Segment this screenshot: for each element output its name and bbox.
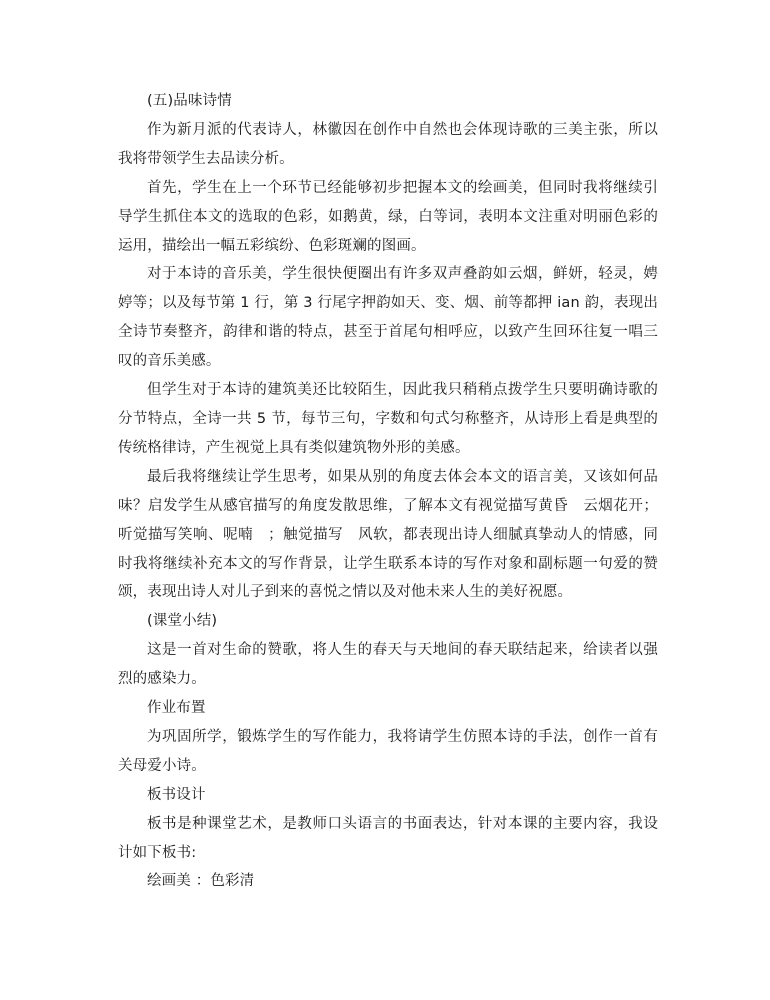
- section-heading-pinwei-shiqing: (五)品味诗情: [147, 93, 232, 109]
- section-heading-board-design: 板书设计: [147, 786, 206, 803]
- section-heading-homework: 作业布置: [147, 700, 206, 717]
- paragraph-language-beauty: 最后我将继续让学生思考，如果从别的角度去体会本文的语言美，又该如何品味？启发学生从感官描写的角度发散思维，了解本文有视觉描写黄昏 云烟花开；听觉描写笑响、呢喃 ；触觉描写 风软，都表现出诗人细腻真挚动人的情感，同时我将继续补充本文的写作背景，让学生联系本诗的写作对象和副标题一句爱的赞颂，表现出诗人对儿子到来的喜悦之情以及对他未来人生的美好祝愿。: [118, 468, 658, 601]
- paragraph-board-design: 板书是种课堂艺术，是教师口头语言的书面表达，针对本课的主要内容，我设计如下板书:: [118, 815, 658, 861]
- paragraph-architecture-beauty: 但学生对于本诗的建筑美还比较陌生，因此我只稍稍点拨学生只要明确诗歌的分节特点，全诗一共 5 节，每节三句，字数和句式匀称整齐，从诗形上看是典型的传统格律诗，产生视觉上具有类似建筑物外形的美感。: [118, 382, 658, 456]
- board-line-painting-beauty: 绘画美 ：色彩清: [147, 873, 255, 890]
- document-page: [118, 87, 658, 896]
- paragraph-summary: 这是一首对生命的赞歌，将人生的春天与天地间的春天联结起来，给读者以强烈的感染力。: [118, 642, 658, 688]
- paragraph-intro: 作为新月派的代表诗人，林徽因在创作中自然也会体现诗歌的三美主张，所以我将带领学生去品读分析。: [118, 121, 658, 167]
- paragraph-music-beauty: 对于本诗的音乐美，学生很快便圈出有许多双声叠韵如云烟，鲜妍，轻灵，娉婷等；以及每节第 1 行，第 3 行尾字押韵如天、变、烟、前等都押 ian 韵，表现出全诗节奏整齐，韵律和谐的特点，甚至于首尾句相呼应，以致产生回环往复一唱三叹的音乐美感。: [118, 266, 658, 370]
- paragraph-homework: 为巩固所学，锻炼学生的写作能力，我将请学生仿照本诗的手法，创作一首有关母爱小诗。: [118, 728, 658, 774]
- section-heading-class-summary: (课堂小结): [147, 613, 218, 630]
- paragraph-painting-beauty: 首先，学生在上一个环节已经能够初步把握本文的绘画美，但同时我将继续引导学生抓住本文的选取的色彩，如鹅黄，绿，白等词，表明本文注重对明丽色彩的运用，描绘出一幅五彩缤纷、色彩斑斓的图画。: [118, 179, 658, 254]
